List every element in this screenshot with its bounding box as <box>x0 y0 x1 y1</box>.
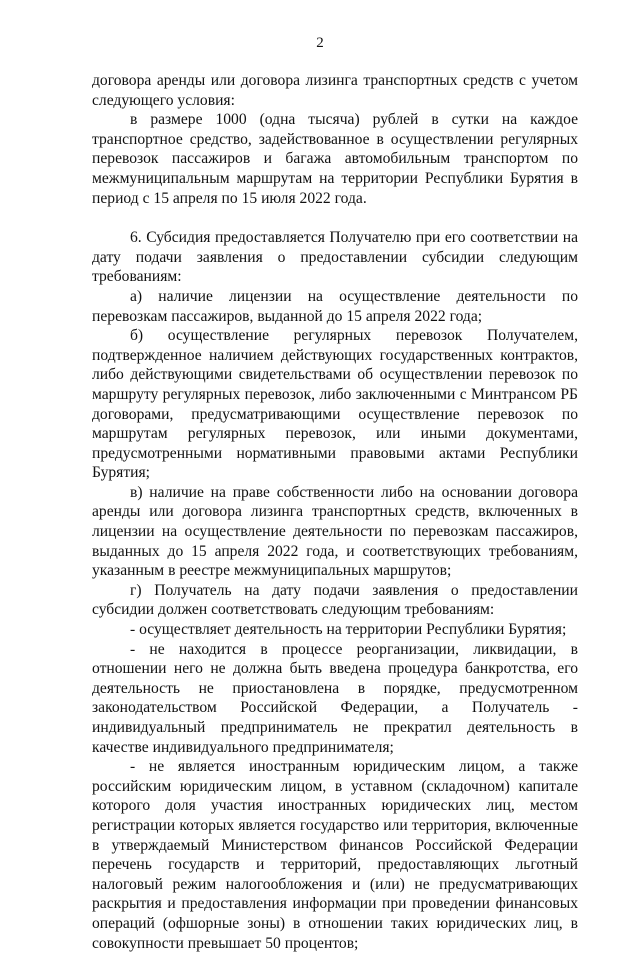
paragraph-item-b: б) осуществление регулярных перевозок Получателем, подтвержденное наличием действующих государственных контрактов, либо действующими свидетельствами об осуществлении перевозок по маршруту регулярных перевозок, либо заключенными с Минтрансом РБ договорами, предусматривающими осуществление перевозок по маршрутам регулярных перевозок, или иными документами, предусмотренными нормативными правовыми актами Республики Бурятия; <box>92 327 578 482</box>
paragraph-subsidy-amount: в размере 1000 (одна тысяча) рублей в сутки на каждое транспортное средство, задействованное в осуществлении регулярных перевозок пассажиров и багажа автомобильным транспортом по межмуниципальным маршрутам на территории Республики Бурятия в период с 15 апреля по 15 июля 2022 года. <box>92 111 578 207</box>
document-body <box>92 71 578 953</box>
paragraph-lease-condition: договора аренды или договора лизинга транспортных средств с учетом следующего условия: <box>92 72 578 109</box>
list-item-territory: - осуществляет деятельность на территории Республики Бурятия; <box>130 621 567 639</box>
page-number: 2 <box>316 35 324 51</box>
paragraph-item-g: г) Получатель на дату подачи заявления о предоставлении субсидии должен соответствовать следующим требованиям: <box>92 581 578 619</box>
paragraph-item-v: в) наличие на праве собственности либо на основании договора аренды или договора лизинга транспортных средств, включенных в лицензии на осуществление деятельности по перевозкам пассажиров, выданных до 15 апреля 2022 года, и соответствующих требованиям, указанным в реестре межмуниципальных маршрутов; <box>92 483 578 580</box>
paragraph-section-6: 6. Субсидия предоставляется Получателю при его соответствии на дату подачи заявления о предоставлении субсидии следующим требованиям: <box>92 229 578 286</box>
list-item-foreign-entity: - не является иностранным юридическим лицом, а также российским юридическим лицом, в уставном (складочном) капитале которого доля участия иностранных юридических лиц, местом регистрации которых является государство или территория, включенные в утверждаемый Министерством финансов Российской Федерации перечень государств и территорий, предоставляющих льготный налоговый режим налогообложения и (или) не предусматривающих раскрытия и предоставления информации при проведении финансовых операций (офшорные зоны) в отношении таких юридических лиц, в совокупности превышает 50 процентов; <box>92 758 578 952</box>
paragraph-item-a: а) наличие лицензии на осуществление деятельности по перевозкам пассажиров, выданной до 15 апреля 2022 года; <box>92 287 578 325</box>
list-item-reorganization: - не находится в процессе реорганизации, ликвидации, в отношении него не должна быть введена процедура банкротства, его деятельность не приостановлена в порядке, предусмотренном законодательством Российской Федерации, а Получатель - индивидуальный предприниматель не прекратил деятельность в качестве индивидуального предпринимателя; <box>92 640 578 756</box>
